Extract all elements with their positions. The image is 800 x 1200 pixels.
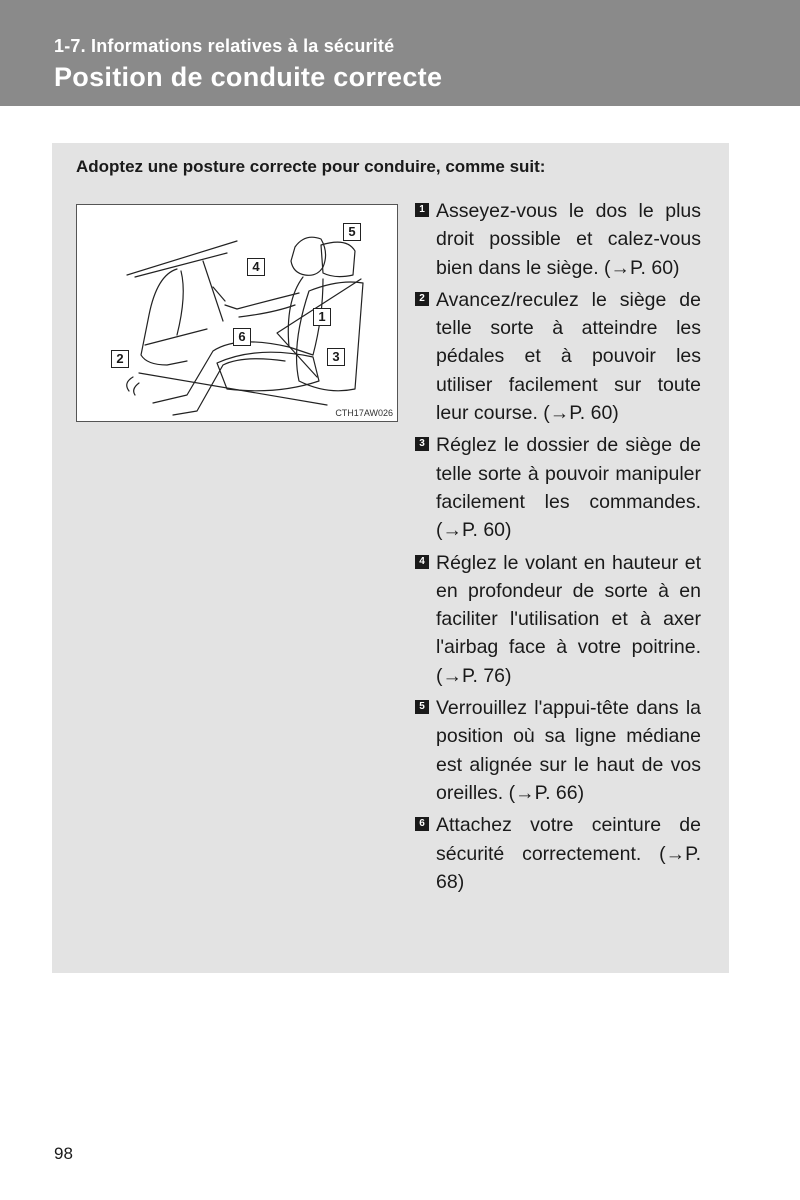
step-text: Attachez votre ceinture de sécurité correctement. (→P. 68) [436,814,701,893]
step-item [414,694,701,807]
callout-6: 6 [233,328,251,346]
intro-text: Adoptez une posture correcte pour conduire, comme suit: [76,157,546,176]
content-panel [52,143,729,973]
step-text: Verrouillez l'appui-tête dans la position où sa ligne médiane est alignée sur le haut de vos oreilles. (→P. 66) [436,697,701,804]
steps-list [414,197,701,900]
figure-code: CTH17AW026 [335,408,393,418]
section-label: 1-7. Informations relatives à la sécurité [54,36,395,56]
page-number: 98 [54,1144,73,1163]
step-item [414,431,701,544]
step-text: Asseyez-vous le dos le plus droit possible et calez-vous bien dans le siège. (→P. 60) [436,200,701,279]
step-number-badge: 3 [415,437,429,451]
step-item [414,549,701,690]
step-text: Réglez le dossier de siège de telle sorte à pouvoir manipuler facilement les commandes. (→P. 60) [436,434,701,542]
driving-posture-illustration [76,204,398,422]
chapter-header [0,0,800,106]
step-number-badge: 5 [415,700,429,714]
step-item [414,286,701,427]
step-text: Avancez/reculez le siège de telle sorte à atteindre les pédales et à pouvoir les utiliser facilement sur toute leur course. (→P. 60) [436,288,701,425]
step-number-badge: 1 [415,203,429,217]
step-item [414,197,701,282]
callout-1: 1 [313,308,331,326]
callout-3: 3 [327,348,345,366]
step-number-badge: 2 [415,292,429,306]
page-title: Position de conduite correcte [54,62,443,92]
step-number-badge: 4 [415,555,429,569]
callout-4: 4 [247,258,265,276]
step-number-badge: 6 [415,817,429,831]
callout-5: 5 [343,223,361,241]
step-item [414,811,701,896]
step-text: Réglez le volant en hauteur et en profondeur de sorte à en faciliter l'utilisation et à axer l'airbag face à votre poitrine. (→P. 76) [436,551,701,687]
callout-2: 2 [111,350,129,368]
